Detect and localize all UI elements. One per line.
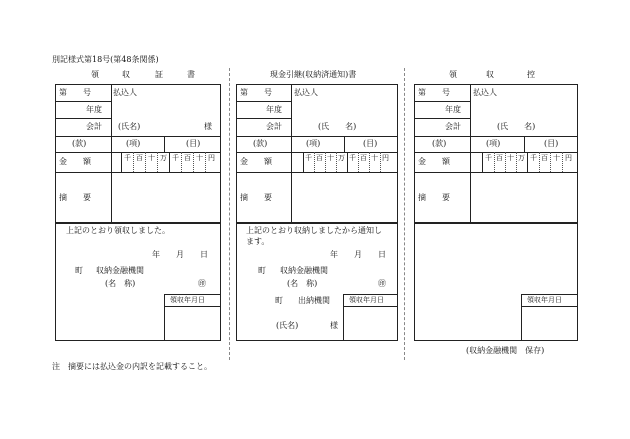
- receipt-digit: 千: [124, 154, 131, 162]
- transfer-stamp-label: 領収年月日: [349, 296, 384, 304]
- transfer-account-label: 会計: [266, 122, 282, 131]
- transfer-kan-label: (款): [253, 139, 268, 148]
- stub-kou-label: (項): [486, 139, 501, 148]
- receipt-title-char-3: 証: [155, 70, 163, 79]
- transfer-digit: 千: [305, 154, 312, 162]
- transfer-number-label: 第 号: [240, 88, 272, 97]
- receipt-digit: 万: [160, 154, 167, 162]
- transfer-bank: 収納金融機関: [280, 266, 328, 275]
- receipt-digit: 十: [148, 154, 155, 162]
- transfer-payout: 出納機関: [298, 296, 330, 305]
- transfer-year-label: 年度: [266, 105, 282, 114]
- receipt-title-char-1: 領: [91, 70, 99, 79]
- stub-title-char-3: 控: [527, 70, 535, 79]
- transfer-digit: 円: [382, 154, 389, 162]
- stub-amount-label: 金 額: [418, 157, 450, 166]
- stub-payer-label: 払込人: [473, 88, 497, 97]
- receipt-digit: 千: [172, 154, 179, 162]
- receipt-note: 上記のとおり領収しました。: [66, 226, 170, 235]
- stub-moku-label: (目): [544, 139, 559, 148]
- receipt-amount-label: 金 額: [59, 157, 91, 166]
- receipt-payer-label: 払込人: [113, 88, 137, 97]
- seal-mark: ㊞: [198, 279, 206, 288]
- transfer-amount-label: 金 額: [240, 157, 272, 166]
- stub-stamp-label: 領収年月日: [527, 296, 562, 304]
- receipt-title-char-2: 収: [122, 70, 130, 79]
- transfer-summary-label: 摘 要: [240, 193, 272, 202]
- stub-digit: 百: [496, 154, 503, 162]
- transfer-digit: 百: [316, 154, 323, 162]
- transfer-date: 年 月 日: [330, 250, 386, 259]
- stub-digit: 十: [507, 154, 514, 162]
- transfer-digit: 千: [349, 154, 356, 162]
- receipt-date: 年 月 日: [152, 250, 208, 259]
- transfer-kou-label: (項): [306, 139, 321, 148]
- receipt-digit: 百: [136, 154, 143, 162]
- stub-title-char-2: 収: [486, 70, 494, 79]
- transfer-name-label: (氏 名): [318, 122, 357, 131]
- stub-digit: 千: [530, 154, 537, 162]
- transfer-digit: 百: [360, 154, 367, 162]
- receipt-sama-label: 様: [204, 122, 212, 131]
- stub-title-char-1: 領: [449, 70, 457, 79]
- stub-name-label: (氏 名): [497, 122, 536, 131]
- form-code: 別記様式第18号(第48条関係): [52, 55, 159, 64]
- cut-line-2: [404, 68, 405, 360]
- stub-account-label: 会計: [445, 122, 461, 131]
- transfer-digit: 十: [327, 154, 334, 162]
- transfer-title: 現金引継(収納済通知)書: [270, 70, 357, 79]
- transfer-note-line-1: 上記のとおり収納しましたから通知し: [246, 226, 382, 235]
- receipt-year-label: 年度: [86, 105, 102, 114]
- receipt-title-char-4: 書: [187, 70, 195, 79]
- receipt-digit: 百: [184, 154, 191, 162]
- receipt-digit: 十: [196, 154, 203, 162]
- receipt-moku-label: (目): [186, 139, 201, 148]
- seal-mark: ㊞: [378, 279, 386, 288]
- stub-keep-note: (収納金融機関 保存): [466, 346, 545, 355]
- receipt-stamp-label: 領収年月日: [170, 296, 205, 304]
- stub-number-label: 第 号: [418, 88, 450, 97]
- receipt-bank-name: (名 称): [105, 279, 136, 288]
- stub-digit: 百: [541, 154, 548, 162]
- transfer-payout-town: 町: [275, 296, 283, 305]
- receipt-account-label: 会計: [86, 122, 102, 131]
- receipt-bank: 収納金融機関: [96, 266, 144, 275]
- transfer-bank-name: (名 称): [287, 279, 318, 288]
- stub-digit: 十: [553, 154, 560, 162]
- receipt-town: 町: [75, 266, 83, 275]
- stub-summary-label: 摘 要: [418, 193, 450, 202]
- transfer-note-line-2: ます。: [246, 237, 270, 246]
- transfer-town: 町: [258, 266, 266, 275]
- stub-digit: 円: [565, 154, 572, 162]
- receipt-summary-label: 摘 要: [59, 193, 91, 202]
- stub-digit: 千: [485, 154, 492, 162]
- receipt-kou-label: (項): [126, 139, 141, 148]
- transfer-payer-label: 払込人: [294, 88, 318, 97]
- receipt-name-label: (氏名): [118, 122, 141, 131]
- transfer-payout-name: (氏名): [276, 321, 299, 330]
- stub-year-label: 年度: [445, 105, 461, 114]
- footnote: 注 摘要には払込金の内訳を記載すること。: [52, 362, 212, 371]
- cut-line-1: [229, 68, 230, 360]
- transfer-digit: 万: [338, 154, 345, 162]
- stub-digit: 万: [518, 154, 525, 162]
- receipt-digit: 円: [208, 154, 215, 162]
- transfer-payout-sama: 様: [330, 321, 338, 330]
- transfer-digit: 十: [371, 154, 378, 162]
- receipt-kan-label: (款): [72, 139, 87, 148]
- stub-kan-label: (款): [432, 139, 447, 148]
- receipt-number-label: 第 号: [59, 88, 91, 97]
- transfer-moku-label: (目): [363, 139, 378, 148]
